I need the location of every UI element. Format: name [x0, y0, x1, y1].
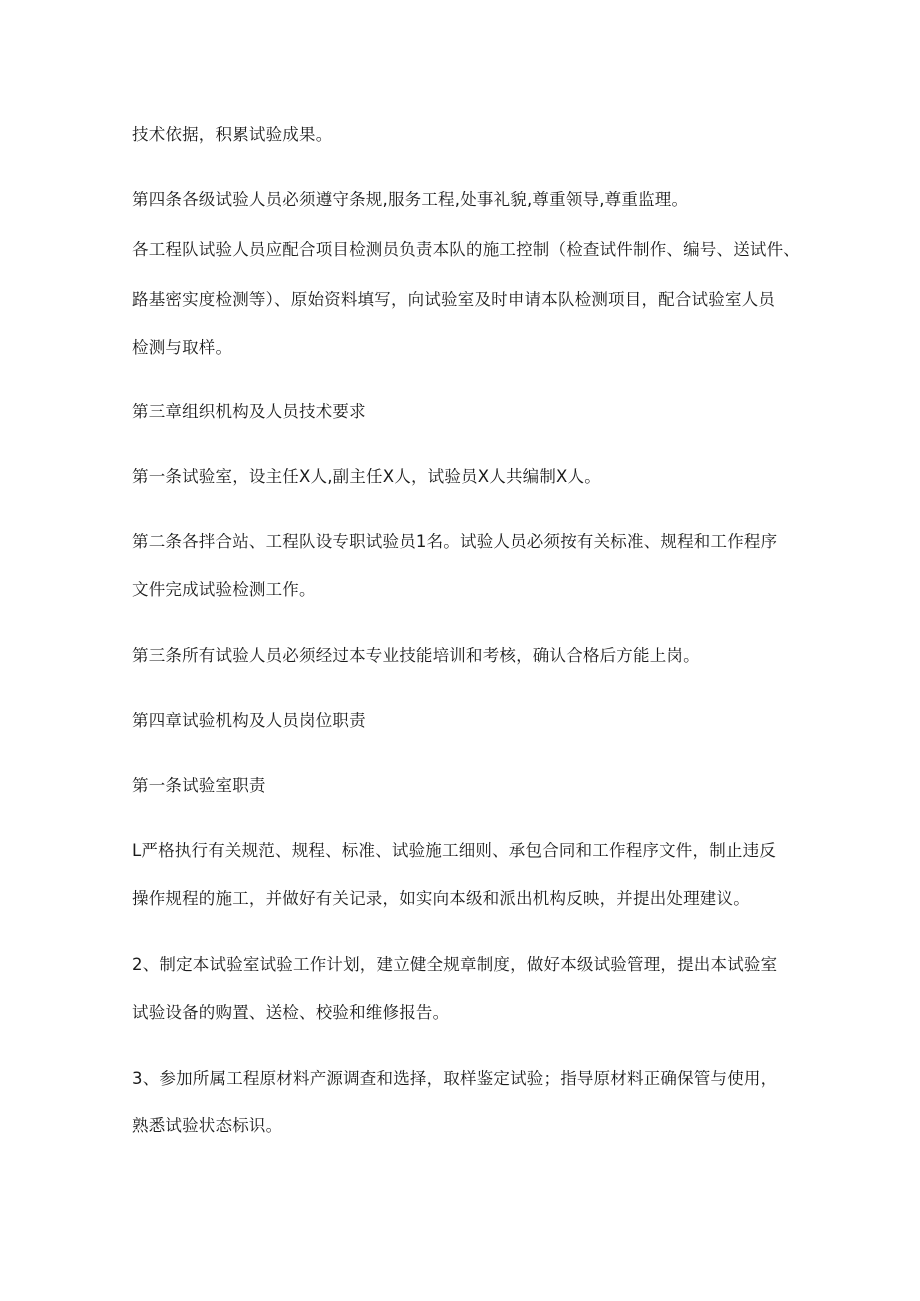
text-line: 试验设备的购置、送检、校验和维修报告。	[132, 1003, 450, 1022]
chapter-heading: 第三章组织机构及人员技术要求	[132, 402, 366, 421]
text-line: 路基密实度检测等）、原始资料填写，向试验室及时申请本队检测项目，配合试验室人员	[132, 290, 776, 309]
text-line: 2、制定本试验室试验工作计划，建立健全规章制度，做好本级试验管理，提出本试验室	[132, 955, 778, 974]
text-line: 3、参加所属工程原材料产源调查和选择，取样鉴定试验；指导原材料正确保管与使用，	[132, 1069, 778, 1088]
text-line: 文件完成试验检测工作。	[132, 580, 316, 599]
text-line: L严格执行有关规范、规程、标准、试验施工细则、承包合同和工作程序文件，制止违反	[132, 841, 776, 860]
text-line: 操作规程的施工，并做好有关记录，如实向本级和派出机构反映，并提出处理建议。	[132, 889, 750, 908]
text-line: 第四条各级试验人员必须遵守条规,服务工程,处事礼貌,尊重领导,尊重监理。	[132, 190, 689, 209]
text-line: 各工程队试验人员应配合项目检测员负责本队的施工控制（检查试件制作、编号、送试件、	[132, 240, 800, 259]
section-heading: 第一条试验室职责	[132, 776, 266, 795]
text-line: 技术依据，积累试验成果。	[132, 125, 333, 144]
text-line: 熟悉试验状态标识。	[132, 1116, 283, 1135]
text-line: 第三条所有试验人员必须经过本专业技能培训和考核，确认合格后方能上岗。	[132, 646, 700, 665]
chapter-heading: 第四章试验机构及人员岗位职责	[132, 711, 366, 730]
text-line: 第二条各拌合站、工程队设专职试验员1名。试验人员必须按有关标准、规程和工作程序	[132, 532, 778, 551]
text-line: 检测与取样。	[132, 338, 233, 357]
text-line: 第一条试验室，设主任X人,副主任X人，试验员X人共编制X人。	[132, 467, 601, 486]
